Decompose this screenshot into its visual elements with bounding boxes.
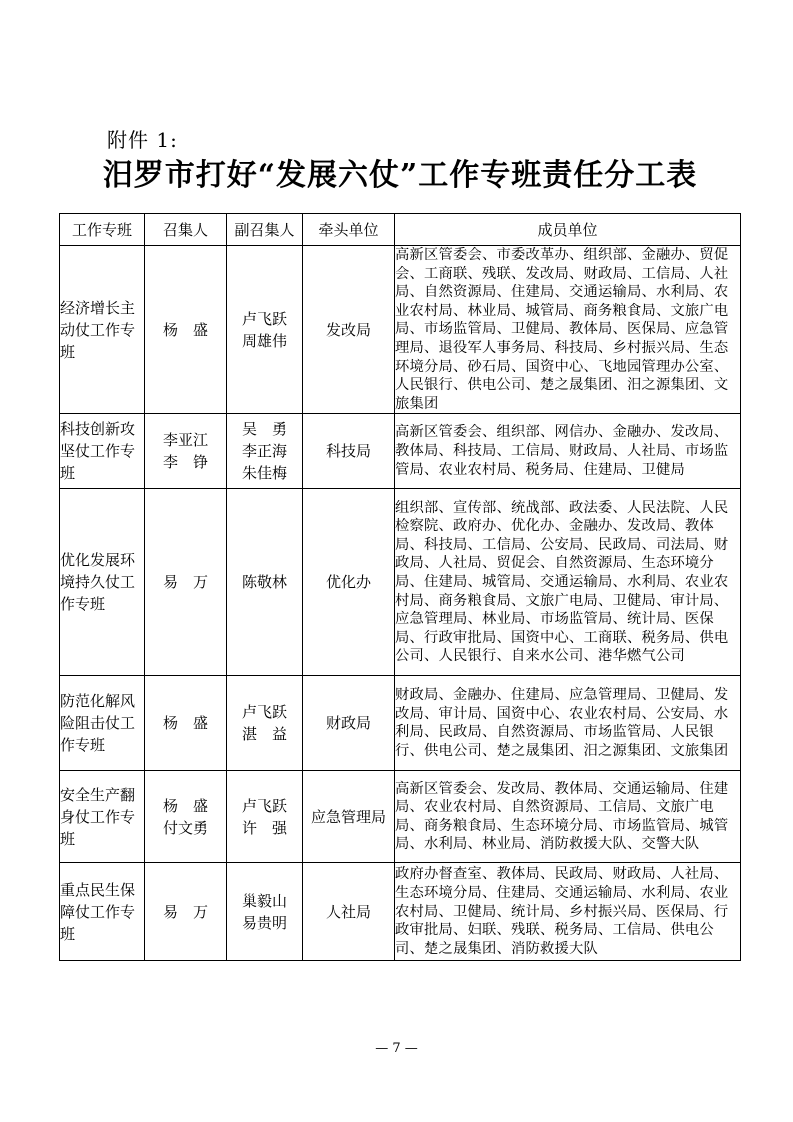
team-cell: 优化发展环境持久仗工作专班	[60, 489, 145, 676]
lead-unit-cell: 科技局	[303, 414, 395, 489]
lead-unit-cell: 人社局	[303, 863, 395, 961]
convener-cell: 易 万	[145, 863, 227, 961]
member-units-cell: 高新区管委会、发改局、教体局、交通运输局、住建局、农业农村局、自然资源局、工信局、文旅广电局、商务粮食局、生态环境分局、市场监管局、城管局、水利局、林业局、消防救援大队、交警大队	[395, 771, 741, 863]
convener-cell: 易 万	[145, 489, 227, 676]
member-units-cell: 高新区管委会、市委改革办、组织部、金融办、贸促会、工商联、残联、发改局、财政局、工信局、人社局、自然资源局、住建局、交通运输局、水利局、农业农村局、林业局、城管局、商务粮食局、文旅广电局、市场监管局、卫健局、教体局、医保局、应急管理局、退役军人事务局、科技局、乡村振兴局、生态环境分局、砂石局、国资中心、飞地园管理办公室、人民银行、供电公司、楚之晟集团、汨之源集团、文旅集团	[395, 246, 741, 414]
team-cell: 科技创新攻坚仗工作专班	[60, 414, 145, 489]
convener-cell: 杨 盛 付文勇	[145, 771, 227, 863]
table-row	[60, 489, 741, 676]
table-row	[60, 771, 741, 863]
team-cell: 重点民生保障仗工作专班	[60, 863, 145, 961]
responsibility-table	[59, 213, 741, 961]
header-members: 成员单位	[395, 214, 741, 246]
document-title: 汨罗市打好“发展六仗”工作专班责任分工表	[102, 158, 698, 193]
header-convener: 召集人	[145, 214, 227, 246]
table-row	[60, 414, 741, 489]
header-deputy: 副召集人	[227, 214, 303, 246]
team-cell: 经济增长主动仗工作专班	[60, 246, 145, 414]
deputy-cell: 巢毅山 易贵明	[227, 863, 303, 961]
header-team: 工作专班	[60, 214, 145, 246]
member-units-cell: 高新区管委会、组织部、网信办、金融办、发改局、教体局、科技局、工信局、财政局、人社局、市场监管局、农业农村局、税务局、住建局、卫健局	[395, 414, 741, 489]
lead-unit-cell: 财政局	[303, 676, 395, 771]
page-number: — 7 —	[375, 1041, 418, 1056]
deputy-cell: 吴 勇 李正海 朱佳梅	[227, 414, 303, 489]
convener-cell: 杨 盛	[145, 676, 227, 771]
deputy-cell: 陈敬林	[227, 489, 303, 676]
team-cell: 安全生产翻身仗工作专班	[60, 771, 145, 863]
table-row	[60, 676, 741, 771]
team-cell: 防范化解风险阻击仗工作专班	[60, 676, 145, 771]
convener-cell: 李亚江 李 铮	[145, 414, 227, 489]
lead-unit-cell: 应急管理局	[303, 771, 395, 863]
table-row	[60, 246, 741, 414]
member-units-cell: 财政局、金融办、住建局、应急管理局、卫健局、发改局、审计局、国资中心、农业农村局、公安局、水利局、民政局、自然资源局、市场监管局、人民银行、供电公司、楚之晟集团、汨之源集团、文旅集团	[395, 676, 741, 771]
deputy-cell: 卢飞跃 许 强	[227, 771, 303, 863]
member-units-cell: 政府办督查室、教体局、民政局、财政局、人社局、生态环境分局、住建局、交通运输局、水利局、农业农村局、卫健局、统计局、乡村振兴局、医保局、行政审批局、妇联、残联、税务局、工信局、供电公司、楚之晟集团、消防救援大队	[395, 863, 741, 961]
lead-unit-cell: 优化办	[303, 489, 395, 676]
convener-cell: 杨 盛	[145, 246, 227, 414]
table-header-row	[60, 214, 741, 246]
deputy-cell: 卢飞跃 周雄伟	[227, 246, 303, 414]
member-units-cell: 组织部、宣传部、统战部、政法委、人民法院、人民检察院、政府办、优化办、金融办、发改局、教体局、科技局、工信局、公安局、民政局、司法局、财政局、人社局、贸促会、自然资源局、生态环境分局、住建局、城管局、交通运输局、水利局、农业农村局、商务粮食局、文旅广电局、卫健局、审计局、应急管理局、林业局、市场监管局、统计局、医保局、行政审批局、国资中心、工商联、税务局、供电公司、人民银行、自来水公司、港华燃气公司	[395, 489, 741, 676]
table-row	[60, 863, 741, 961]
deputy-cell: 卢飞跃 湛 益	[227, 676, 303, 771]
header-lead: 牵头单位	[303, 214, 395, 246]
attachment-label: 附件 1:	[107, 128, 178, 152]
lead-unit-cell: 发改局	[303, 246, 395, 414]
